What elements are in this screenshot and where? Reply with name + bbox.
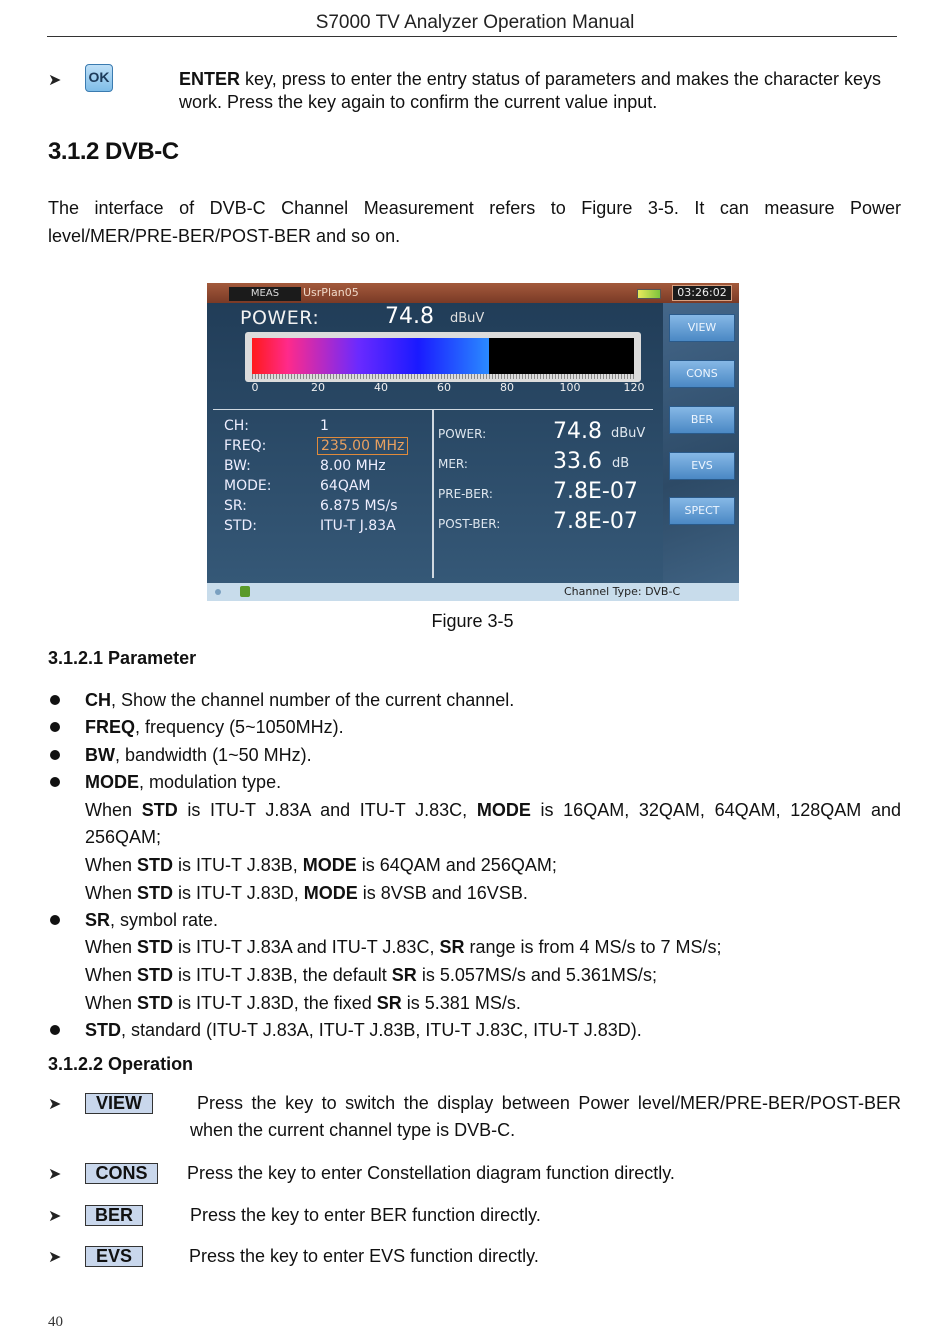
- meas-value: 74.8: [553, 419, 602, 444]
- param-value: 1: [320, 418, 329, 434]
- freq-value-field: 235.00 MHz: [317, 437, 408, 455]
- tick-label: 80: [500, 381, 514, 394]
- param-value: 64QAM: [320, 478, 371, 494]
- arrow-bullet-icon: ➤: [48, 1208, 62, 1225]
- section-title: 3.1.2 DVB-C: [48, 138, 179, 165]
- sr-line-1: When STD is ITU-T J.83A and ITU-T J.83C, SR range is from 4 MS/s to 7 MS/s;: [85, 937, 722, 957]
- ch-desc: , Show the channel number of the current channel.: [111, 690, 515, 710]
- mode-item: [85, 769, 281, 796]
- tick-label: 20: [311, 381, 325, 394]
- bw-item: [85, 742, 312, 769]
- param-label: SR:: [224, 498, 247, 514]
- page-header-title: S7000 TV Analyzer Operation Manual: [315, 12, 635, 33]
- ch-key: CH: [85, 690, 111, 710]
- tick-label: 40: [374, 381, 388, 394]
- mode-line-2: 256QAM;: [85, 827, 162, 847]
- arrow-bullet-icon: ➤: [48, 1166, 62, 1183]
- bw-key: BW: [85, 745, 115, 765]
- clock: 03:26:02: [672, 285, 732, 301]
- header-rule: [47, 36, 897, 37]
- meas-unit: dBuV: [611, 426, 646, 441]
- level-bar-fill: [252, 338, 489, 374]
- mode-desc: , modulation type.: [139, 772, 282, 792]
- mode-line-4: When STD is ITU-T J.83D, MODE is 8VSB and 16VSB.: [85, 883, 528, 903]
- sr-key: SR: [85, 910, 111, 930]
- ber-desc: Press the key to enter BER function directly.: [190, 1205, 541, 1225]
- enter-desc: key, press to enter the entry status of parameters and makes the character keys: [240, 69, 881, 89]
- level-ruler: [252, 374, 634, 379]
- evs-desc: Press the key to enter EVS function directly.: [189, 1246, 539, 1266]
- spect-button: SPECT: [669, 497, 735, 525]
- tick-label: 100: [559, 381, 581, 394]
- meas-label: MER:: [438, 457, 468, 471]
- meas-value: 7.8E-07: [553, 509, 638, 534]
- channel-type-label: Channel Type: DVB-C: [564, 585, 681, 598]
- tick-label: 60: [437, 381, 451, 394]
- std-key: STD: [85, 1020, 121, 1040]
- param-value: 6.875 MS/s: [320, 498, 398, 514]
- bullet-icon: [50, 777, 60, 787]
- bullet-icon: [50, 695, 60, 705]
- screen-side-area: [663, 303, 739, 583]
- param-label: BW:: [224, 458, 251, 474]
- analyzer-screen-figure: [207, 283, 739, 601]
- meas-label: PRE-BER:: [438, 487, 493, 501]
- freq-item: [85, 714, 344, 741]
- mode-key: MODE: [85, 772, 139, 792]
- sr-line-2: When STD is ITU-T J.83B, the default SR is 5.057MS/s and 5.361MS/s;: [85, 965, 657, 985]
- meas-value: 33.6: [553, 449, 602, 474]
- std-item: [85, 1017, 642, 1044]
- operation-heading: 3.1.2.2 Operation: [48, 1054, 194, 1074]
- sr-item: [85, 907, 218, 934]
- view-button: VIEW: [669, 314, 735, 342]
- param-value: 8.00 MHz: [320, 458, 386, 474]
- bw-desc: , bandwidth (1~50 MHz).: [115, 745, 312, 765]
- arrow-bullet-icon: ➤: [48, 1249, 62, 1266]
- meas-tab: MEAS: [229, 287, 301, 301]
- ok-key-icon: OK: [85, 64, 113, 92]
- arrow-bullet-icon: ➤: [48, 72, 62, 89]
- power-value: 74.8: [385, 304, 434, 329]
- sr-desc: , symbol rate.: [110, 910, 219, 930]
- param-label: CH:: [224, 418, 250, 434]
- enter-key-name: ENTER: [179, 69, 241, 89]
- meas-label: POST-BER:: [438, 517, 501, 531]
- mode-line-1: When STD is ITU-T J.83A and ITU-T J.83C, MODE is 16QAM, 32QAM, 64QAM, 128QAM and: [85, 800, 901, 820]
- meas-value: 7.8E-07: [553, 479, 638, 504]
- ber-button: BER: [669, 406, 735, 434]
- freq-key: FREQ: [85, 717, 136, 737]
- view-desc-line-2: when the current channel type is DVB-C.: [190, 1120, 516, 1140]
- freq-desc: , frequency (5~1050MHz).: [135, 717, 344, 737]
- ber-key-label: BER: [85, 1205, 143, 1226]
- arrow-bullet-icon: ➤: [48, 1096, 62, 1113]
- power-unit: dBuV: [450, 311, 485, 326]
- evs-key-label: EVS: [85, 1246, 143, 1267]
- view-desc-line-1: Press the key to switch the display between Power level/MER/PRE-BER/POST-BER: [197, 1093, 901, 1113]
- ch-item: [85, 687, 514, 714]
- tick-label: 120: [623, 381, 645, 394]
- screen-divider-vertical: [432, 410, 434, 578]
- meas-label: POWER:: [438, 427, 487, 441]
- bullet-icon: [50, 750, 60, 760]
- evs-button: EVS: [669, 452, 735, 480]
- view-key-label: VIEW: [85, 1093, 153, 1114]
- std-desc: , standard (ITU-T J.83A, ITU-T J.83B, ITU-T J.83C, ITU-T J.83D).: [121, 1020, 642, 1040]
- param-label: FREQ:: [224, 438, 267, 454]
- intro-line-2: level/MER/PRE-BER/POST-BER and so on.: [48, 226, 401, 246]
- param-value: ITU-T J.83A: [320, 518, 396, 534]
- param-label: MODE:: [224, 478, 272, 494]
- tick-label: 0: [251, 381, 259, 394]
- sr-line-3: When STD is ITU-T J.83D, the fixed SR is 5.381 MS/s.: [85, 993, 521, 1013]
- parameter-heading: 3.1.2.1 Parameter: [48, 648, 197, 668]
- bullet-icon: [50, 1025, 60, 1035]
- enter-line-2: work. Press the key again to confirm the current value input.: [179, 92, 658, 112]
- lock-icon: [240, 586, 250, 597]
- battery-icon: [637, 289, 661, 299]
- cons-button: CONS: [669, 360, 735, 388]
- cons-desc: Press the key to enter Constellation diagram function directly.: [187, 1163, 675, 1183]
- status-dot-icon: [215, 589, 221, 595]
- plan-name: UsrPlan05: [303, 286, 359, 299]
- param-label: STD:: [224, 518, 257, 534]
- page-number: 40: [48, 1314, 63, 1329]
- intro-line-1: The interface of DVB-C Channel Measurement refers to Figure 3-5. It can measure Power: [48, 198, 901, 218]
- figure-caption: Figure 3-5: [431, 611, 514, 631]
- cons-key-label: CONS: [85, 1163, 158, 1184]
- power-label: POWER:: [240, 307, 320, 329]
- bullet-icon: [50, 915, 60, 925]
- mode-line-3: When STD is ITU-T J.83B, MODE is 64QAM and 256QAM;: [85, 855, 557, 875]
- bullet-icon: [50, 722, 60, 732]
- meas-unit: dB: [612, 456, 630, 471]
